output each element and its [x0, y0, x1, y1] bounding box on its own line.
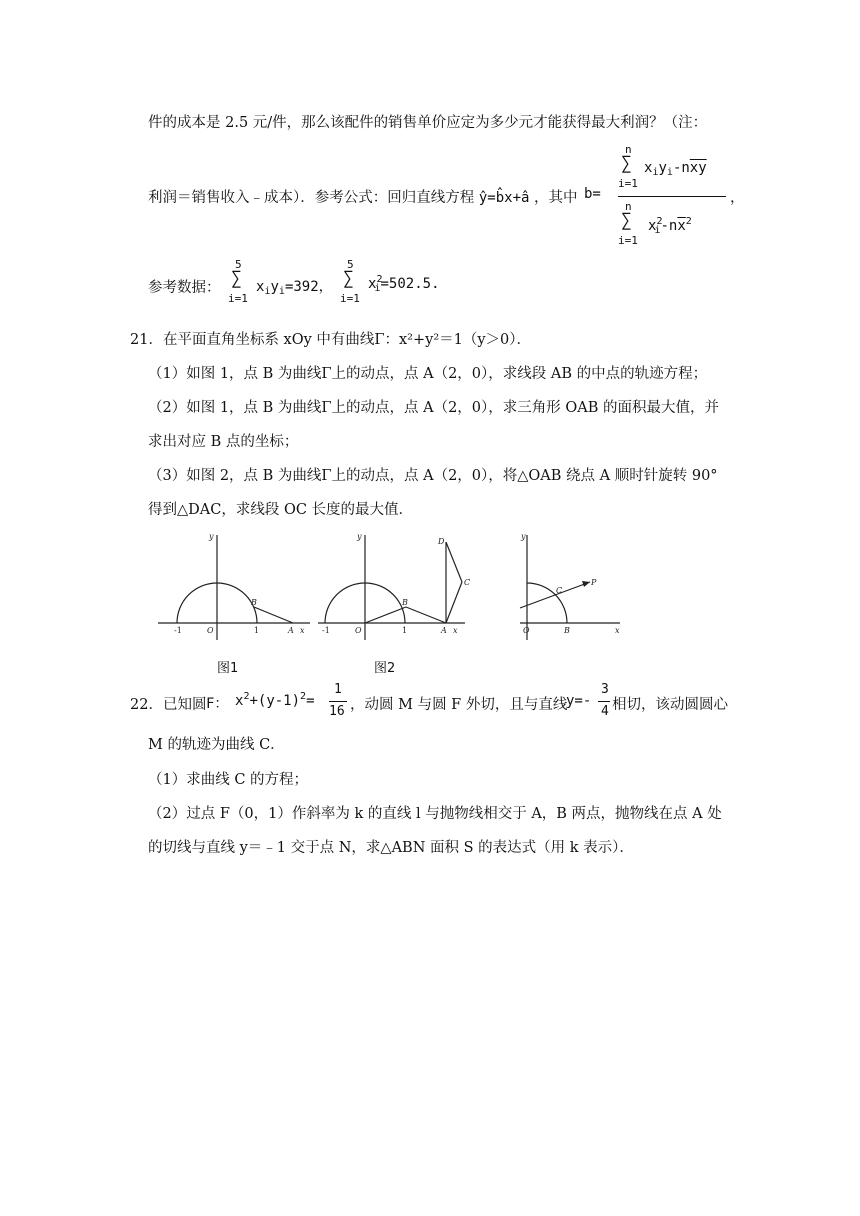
- fig2-caption: 图2: [374, 661, 396, 676]
- fig1-caption: 图1: [217, 661, 239, 676]
- fig1-label-o: O: [207, 626, 214, 635]
- q21-part2-a: （2）如图 1，点 B 为曲线Γ上的动点，点 A（2，0），求三角形 OAB 的面积最大值，并: [148, 400, 720, 416]
- b-comma: ，: [730, 190, 745, 206]
- q22-stem-a2: ，动圆 M 与圆 F 外切，且与直线: [350, 697, 568, 713]
- q22-circle-num: 1: [334, 682, 342, 697]
- fig2-segment-ca: [446, 582, 462, 623]
- q22-line-den: 4: [601, 704, 609, 719]
- fig1-label-y: y: [209, 532, 214, 541]
- fig1-segment-ab: [254, 607, 293, 623]
- fig3-label-b: B: [564, 626, 570, 635]
- fig2-label-o: O: [355, 626, 362, 635]
- q22-part2-b: 的切线与直线 y＝﹣1 交于点 N，求△ABN 面积 S 的表达式（用 k 表示）．: [148, 840, 634, 856]
- q22-circle-name: F：: [206, 696, 229, 712]
- fig2-label-neg1: -1: [322, 626, 330, 635]
- b-fraction-bar: [618, 196, 726, 197]
- ref-value-1: $x_iy_i=392$，: [256, 279, 333, 297]
- q21-part3-a: （3）如图 2，点 B 为曲线Γ上的动点，点 A（2，0），将△OAB 绕点 A 顺时针旋转 90°: [148, 468, 718, 484]
- figure-2: [318, 535, 465, 640]
- fig2-label-x: x: [453, 626, 458, 635]
- ref-label: 参考数据：: [148, 280, 221, 296]
- fig2-label-y: y: [357, 532, 362, 541]
- ref-value-2: $x^2_i=502.5$.: [368, 274, 440, 294]
- q22-stem-a1: 22．已知圆: [130, 697, 207, 713]
- b-numerator-sum: n ∑ i=1: [618, 143, 638, 190]
- fig1-label-a: A: [288, 626, 294, 635]
- p20-line1: 件的成本是 2.5 元/件，那么该配件的销售单价应定为多少元才能获得最大利润？（注：: [148, 115, 708, 131]
- fig2-segment-ba: [406, 607, 446, 623]
- fig2-label-d: D: [438, 537, 445, 546]
- fig3-label-c: C: [556, 586, 563, 595]
- q22-part1: （1）求曲线 C 的方程；: [148, 772, 309, 788]
- fig1-label-1: 1: [254, 626, 260, 635]
- q21-part1: （1）如图 1，点 B 为曲线Γ上的动点，点 A（2，0），求线段 AB 的中点的轨迹方程；: [148, 366, 708, 382]
- q21-part3-b: 得到△DAC，求线段 OC 长度的最大值．: [148, 502, 414, 518]
- ref-sum-1: 5 ∑ i=1: [228, 258, 248, 305]
- figure-3: [520, 535, 620, 640]
- fig3-label-o: O: [523, 626, 530, 635]
- q22-line-num: 3: [601, 682, 609, 697]
- fig2-segment-dc: [446, 542, 462, 582]
- b-numerator: $x_iy_i-n\overline{xy}$: [644, 160, 707, 178]
- fig3-arrowhead: [582, 581, 590, 587]
- ref-sum-2: 5 ∑ i=1: [340, 258, 360, 305]
- q22-circle-frac-bar: [329, 701, 347, 702]
- b-denominator-sum: n ∑ i=1: [618, 200, 638, 247]
- q22-line-frac-bar: [598, 701, 610, 702]
- p20-line2-text: 利润＝销售收入﹣成本）．参考公式：回归直线方程: [148, 190, 475, 206]
- q22-circle-eq: $x^2+(y-1)^2=$: [235, 691, 315, 709]
- q22-stem-b: M 的轨迹为曲线 C．: [148, 737, 285, 753]
- q22-stem-a3: 相切，该动圆圆心: [612, 697, 728, 713]
- fig2-label-a: A: [441, 626, 447, 635]
- fig1-label-neg1: -1: [174, 626, 182, 635]
- q21-figures: [150, 530, 640, 650]
- fig2-label-b: B: [402, 598, 408, 607]
- b-denominator: $x^2_i-n\overline{x}^2$: [648, 216, 692, 236]
- fig2-label-1: 1: [402, 626, 408, 635]
- regression-equation: ŷ=b̂x+â: [478, 190, 530, 206]
- figure-1: [158, 535, 310, 640]
- fig3-ray: [520, 582, 590, 608]
- p20-line2: [148, 186, 578, 207]
- fig2-segment-ob: [365, 607, 406, 623]
- q22-part2-a: （2）过点 F（0，1）作斜率为 k 的直线 l 与抛物线相交于 A，B 两点，抛物线在点 A 处: [148, 806, 722, 822]
- fig3-label-y: y: [521, 532, 526, 541]
- b-label: b=: [584, 186, 601, 202]
- q22-line-eq: y=-: [566, 693, 592, 709]
- fig3-label-x: x: [615, 626, 620, 635]
- fig1-label-b: B: [251, 598, 257, 607]
- q22-circle-den: 16: [329, 704, 345, 719]
- p20-line2-mid: ，其中: [534, 190, 578, 206]
- fig1-label-x: x: [300, 626, 305, 635]
- fig2-label-c: C: [464, 578, 471, 587]
- q21-stem: 21．在平面直角坐标系 xOy 中有曲线Γ：x²+y²＝1（y＞0）．: [130, 332, 532, 348]
- fig3-label-p: P: [591, 578, 597, 587]
- q21-part2-b: 求出对应 B 点的坐标；: [148, 434, 299, 450]
